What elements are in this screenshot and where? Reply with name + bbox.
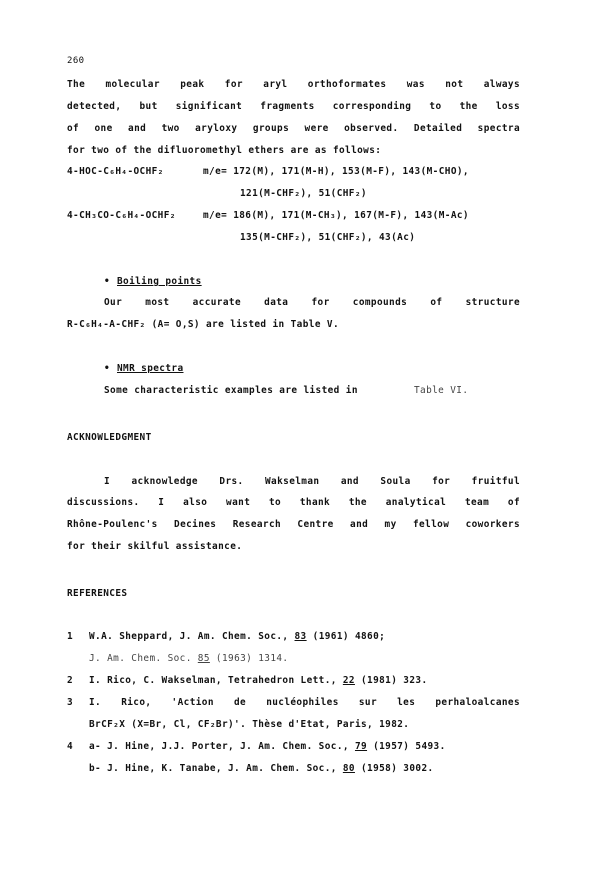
spectrum-compound-1: 4-HOC-C₆H₄-OCHF₂ xyxy=(67,166,164,177)
intro-line-4: for two of the difluoromethyl ethers are as follows: xyxy=(67,145,382,156)
ack-line-1: I acknowledge Drs. Wakselman and Soula for fruitful xyxy=(104,476,520,487)
intro-line-1: The molecular peak for aryl orthoformates was not always xyxy=(67,79,520,90)
spectrum-2-line-2: 135(M-CHF₂), 51(CHF₂), 43(Ac) xyxy=(240,232,416,243)
nmr-line-b: Table VI. xyxy=(414,385,469,396)
nmr-bullet: • xyxy=(104,363,111,374)
ref-3-line-1: I. Rico, 'Action de nucléophiles sur les perhaloalcanes xyxy=(89,697,520,708)
ref-2-line-1: I. Rico, C. Wakselman, Tetrahedron Lett., 22 (1981) 323. xyxy=(89,675,428,686)
ack-line-4: for their skilful assistance. xyxy=(67,541,243,552)
nmr-heading: NMR spectra xyxy=(117,363,184,374)
ack-line-3: Rhône-Poulenc's Decines Research Centre and my fellow coworkers xyxy=(67,519,520,530)
ref-2-number: 2 xyxy=(67,675,74,686)
ref-3-line-2: BrCF₂X (X=Br, Cl, CF₂Br)'. Thèse d'Etat, Paris, 1982. xyxy=(89,719,410,730)
ref-1-number: 1 xyxy=(67,631,74,642)
intro-line-3: of one and two aryloxy groups were observed. Detailed spectra xyxy=(67,123,520,134)
page-number: 260 xyxy=(67,56,85,66)
ref-4-number: 4 xyxy=(67,741,74,752)
boiling-line-1: Our most accurate data for compounds of structure xyxy=(104,297,520,308)
references-heading: REFERENCES xyxy=(67,588,128,599)
ref-4-line-1: a- J. Hine, J.J. Porter, J. Am. Chem. Soc., 79 (1957) 5493. xyxy=(89,741,446,752)
spectrum-compound-2: 4-CH₃CO-C₆H₄-OCHF₂ xyxy=(67,210,176,221)
spectrum-2-line-1: m/e= 186(M), 171(M-CH₃), 167(M-F), 143(M-Ac) xyxy=(203,210,469,221)
boiling-bullet: • xyxy=(104,276,111,287)
ref-3-number: 3 xyxy=(67,697,74,708)
boiling-heading: Boiling points xyxy=(117,276,202,287)
spectrum-1-line-1: m/e= 172(M), 171(M-H), 153(M-F), 143(M-CHO), xyxy=(203,166,469,177)
boiling-line-2: R-C₆H₄-A-CHF₂ (A= O,S) are listed in Table V. xyxy=(67,319,339,330)
nmr-line-a: Some characteristic examples are listed in xyxy=(104,385,358,396)
ref-4-line-2: b- J. Hine, K. Tanabe, J. Am. Chem. Soc., 80 (1958) 3002. xyxy=(89,763,434,774)
ref-1-line-2: J. Am. Chem. Soc. 85 (1963) 1314. xyxy=(89,653,289,664)
acknowledgment-heading: ACKNOWLEDGMENT xyxy=(67,432,152,443)
ref-1-line-1: W.A. Sheppard, J. Am. Chem. Soc., 83 (1961) 4860; xyxy=(89,631,386,642)
ack-line-2: discussions. I also want to thank the analytical team of xyxy=(67,497,520,508)
spectrum-1-line-2: 121(M-CHF₂), 51(CHF₂) xyxy=(240,188,367,199)
intro-line-2: detected, but significant fragments corresponding to the loss xyxy=(67,101,520,112)
